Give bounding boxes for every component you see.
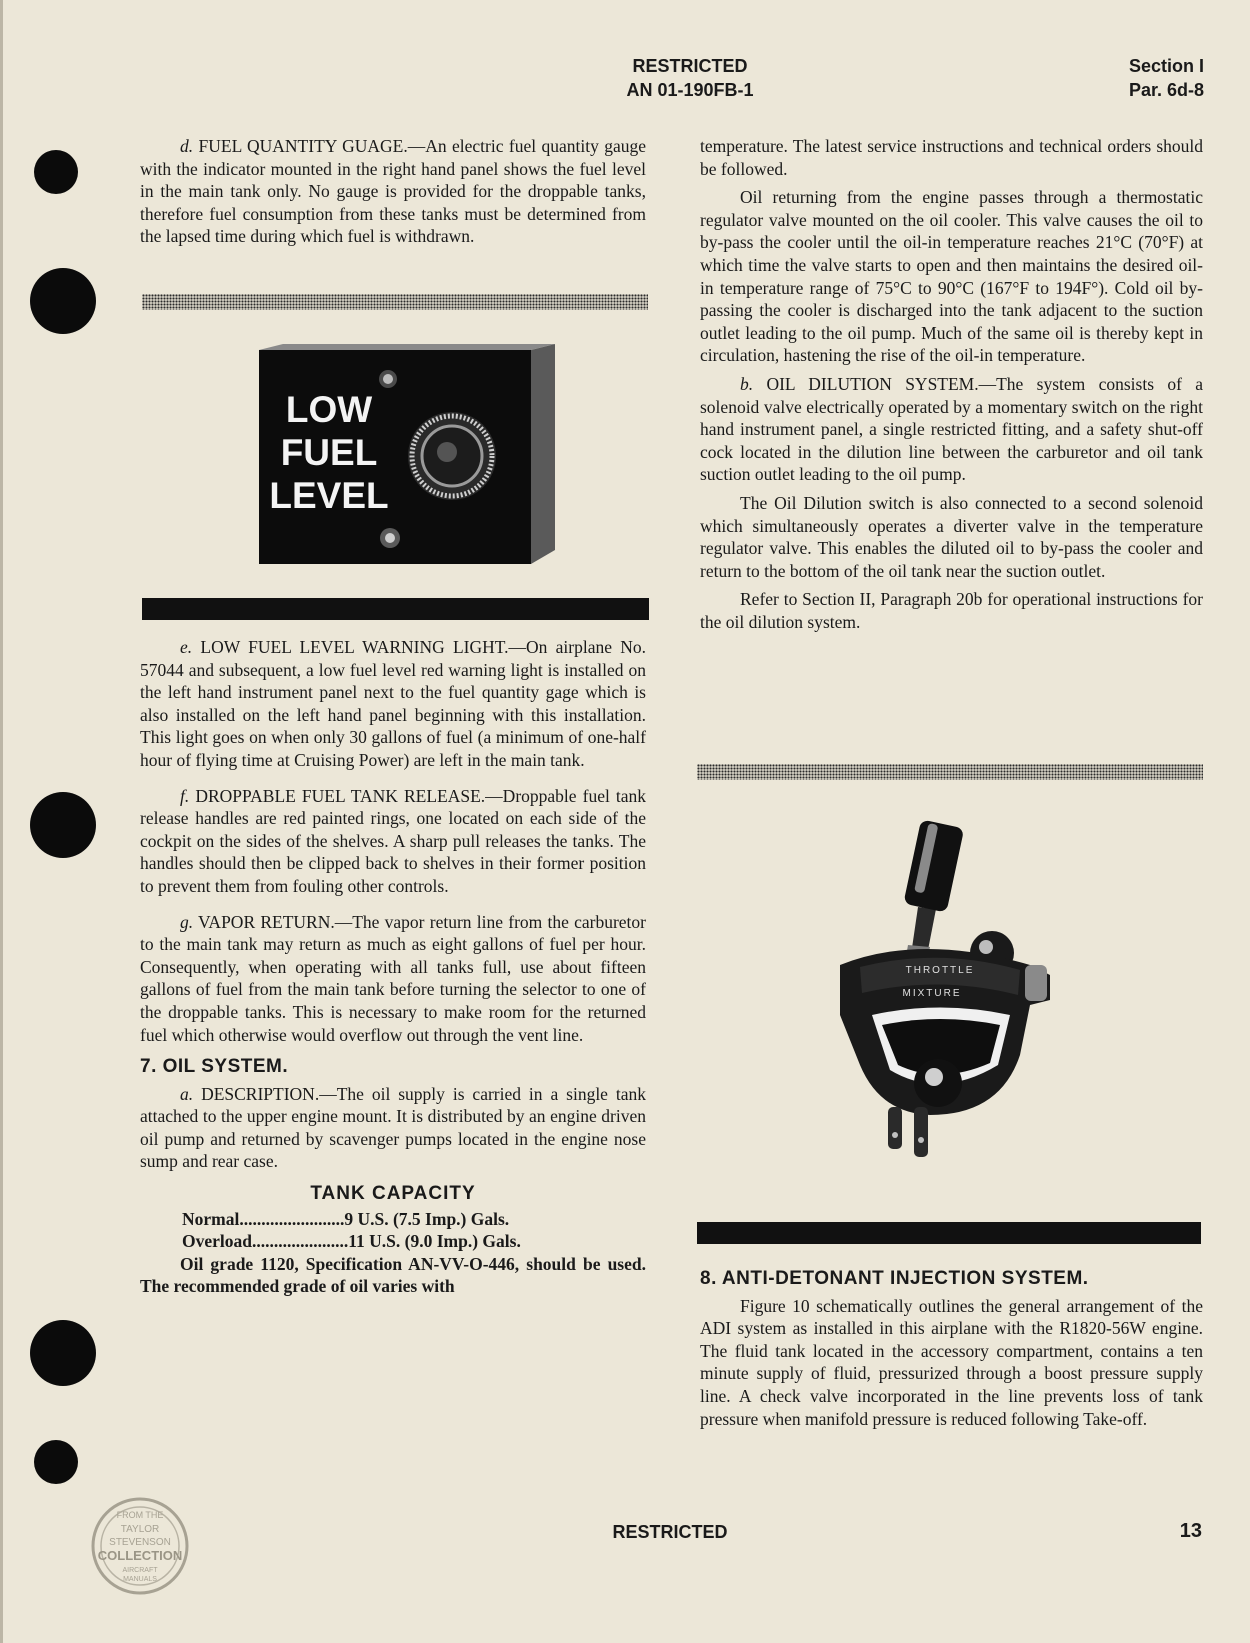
binder-hole	[30, 1320, 96, 1386]
mixture-label: MIXTURE	[902, 988, 962, 999]
throttle-quadrant-figure	[820, 815, 1080, 1195]
page-number: 13	[1179, 1520, 1202, 1542]
paragraph-oil-return: Oil returning from the engine passes through a thermostatic regulator valve mounted on the oil cooler. This valve causes the oil to by-pass the cooler until the oil-in temperature reaches 21°C (70°F) at which time the valve starts to open and then maintains the desired oil-in temperature range of 75°C to 90°C (167°F to 194F°). Cold oil by-passing the cooler is discharged into the tank adjacent to the suction outlet leading to the oil pump. Much of the same oil is thereby kept in circulation, hastening the rise of the oil-in temperature.	[700, 187, 1203, 366]
binder-hole	[34, 1440, 78, 1484]
header-classification: RESTRICTED	[632, 56, 748, 76]
paragraph-d: d. FUEL QUANTITY GUAGE.—An electric fuel quantity gauge with the indicator mounted in the right hand panel shows the fuel level in the main tank only. No gauge is provided for the droppable tanks, therefore fuel consumption from these tanks must be determined from the lapsed time during which fuel is withdrawn.	[140, 136, 646, 247]
figure-text-low: LOW	[285, 389, 373, 430]
paragraph-a: a. DESCRIPTION.—The oil supply is carried in a single tank attached to the upper engine mount. It is distributed by an engine driven oil pump and returned by scavenger pumps located in the engine nose sump and rear case.	[140, 1083, 647, 1172]
right-col-top	[700, 135, 1203, 633]
header-doc-number: AN 01-190FB-1	[626, 80, 754, 100]
left-col-top	[140, 135, 646, 248]
header-paragraph: Par. 6d-8	[1128, 80, 1204, 100]
figure-bottom-border	[697, 1222, 1201, 1244]
section-heading-oil-system: 7. OIL SYSTEM.	[140, 1056, 289, 1078]
figure-bottom-border	[142, 598, 649, 620]
svg-text:MANUALS: MANUALS	[123, 1576, 157, 1583]
header-section: Section I	[1128, 56, 1204, 76]
svg-text:COLLECTION: COLLECTION	[97, 1548, 183, 1563]
svg-text:STEVENSON: STEVENSON	[109, 1537, 171, 1548]
paragraph-b: b. OIL DILUTION SYSTEM.—The system consists of a solenoid valve electrically operated by a momentary switch on the right hand instrument panel, a single restricted fitting, and a safety shut-off cock located in the dilution line between the carburetor and oil tank suction outlet leading to the oil pump.	[700, 373, 1203, 485]
throttle-label: THROTTLE	[905, 965, 975, 976]
binder-hole	[30, 268, 96, 334]
paragraph-continued: temperature. The latest service instructions and technical orders should be followed.	[700, 136, 1203, 179]
right-col-lower	[700, 1268, 1203, 1430]
left-col-lower	[140, 636, 646, 1298]
svg-text:AIRCRAFT: AIRCRAFT	[122, 1567, 158, 1574]
paragraph-refer: Refer to Section II, Paragraph 20b for operational instructions for the oil dilution system.	[700, 589, 1203, 632]
figure-text-fuel: FUEL	[280, 432, 378, 473]
figure-text-level: LEVEL	[269, 475, 389, 516]
paragraph-oil-grade: Oil grade 1120, Specification AN-VV-O-446, should be used. The recommended grade of oil varies with	[140, 1253, 646, 1297]
tank-capacity-title: TANK CAPACITY	[310, 1183, 476, 1205]
paragraph-switch: The Oil Dilution switch is also connected to a second solenoid which simultaneously operates a diverter valve in the temperature regulator valve. This enables the diluted oil to by-pass the cooler and return to the bottom of the oil tank near the suction outlet.	[700, 492, 1203, 581]
tank-capacity-row: Normal ........................ 9 U.S. (7.5 Imp.) Gals.	[182, 1208, 510, 1229]
page-header-right	[1129, 54, 1204, 102]
low-fuel-level-light-figure	[255, 344, 560, 570]
paragraph-adi: Figure 10 schematically outlines the general arrangement of the ADI system as installed in this airplane with the R1820-56W engine. The fluid tank located in the accessory compartment, contains a ten minute supply of fluid, pressurized through a boost pressure supply line. A check valve incorporated in the line prevents loss of tank pressure when manifold pressure is reduced following Take-off.	[700, 1295, 1203, 1429]
collection-stamp	[90, 1496, 190, 1596]
figure-top-border	[142, 294, 648, 310]
figure-top-border	[697, 764, 1203, 780]
paragraph-e: e. LOW FUEL LEVEL WARNING LIGHT.—On airplane No. 57044 and subsequent, a low fuel level red warning light is installed on the left hand instrument panel next to the fuel quantity gage which is also installed on the left hand panel beginning with this installation. This light goes on when only 30 gallons of fuel (a minimum of one-half hour of flying time at Cruising Power) are left in the main tank.	[140, 637, 646, 770]
tank-capacity-row: Overload ...................... 11 U.S. (9.0 Imp.) Gals.	[182, 1231, 521, 1252]
svg-text:FROM THE: FROM THE	[116, 1510, 164, 1520]
page-header-center	[540, 54, 840, 102]
paragraph-g: g. VAPOR RETURN.—The vapor return line from the carburetor to the main tank may return as much as eight gallons of fuel per hour. Consequently, when operating with all tanks full, use about fifteen gallons of fuel from the main tank before turning the selector to one of the droppable tanks. This is necessary to make room for the returned fuel which otherwise would overflow out through the vent line.	[140, 911, 646, 1045]
section-heading-adi: 8. ANTI-DETONANT INJECTION SYSTEM.	[700, 1268, 1089, 1289]
footer-classification: RESTRICTED	[612, 1522, 728, 1542]
paragraph-f: f. DROPPABLE FUEL TANK RELEASE.—Droppable fuel tank release handles are red painted rings, one located on each side of the cockpit on the sides of the shelves. A sharp pull releases the tanks. The handles should then be clipped back to shelves in their former position to prevent them from fouling other controls.	[140, 785, 647, 896]
binder-hole	[34, 150, 78, 194]
page-edge	[0, 0, 3, 1643]
svg-text:TAYLOR: TAYLOR	[120, 1524, 160, 1535]
binder-hole	[30, 792, 96, 858]
